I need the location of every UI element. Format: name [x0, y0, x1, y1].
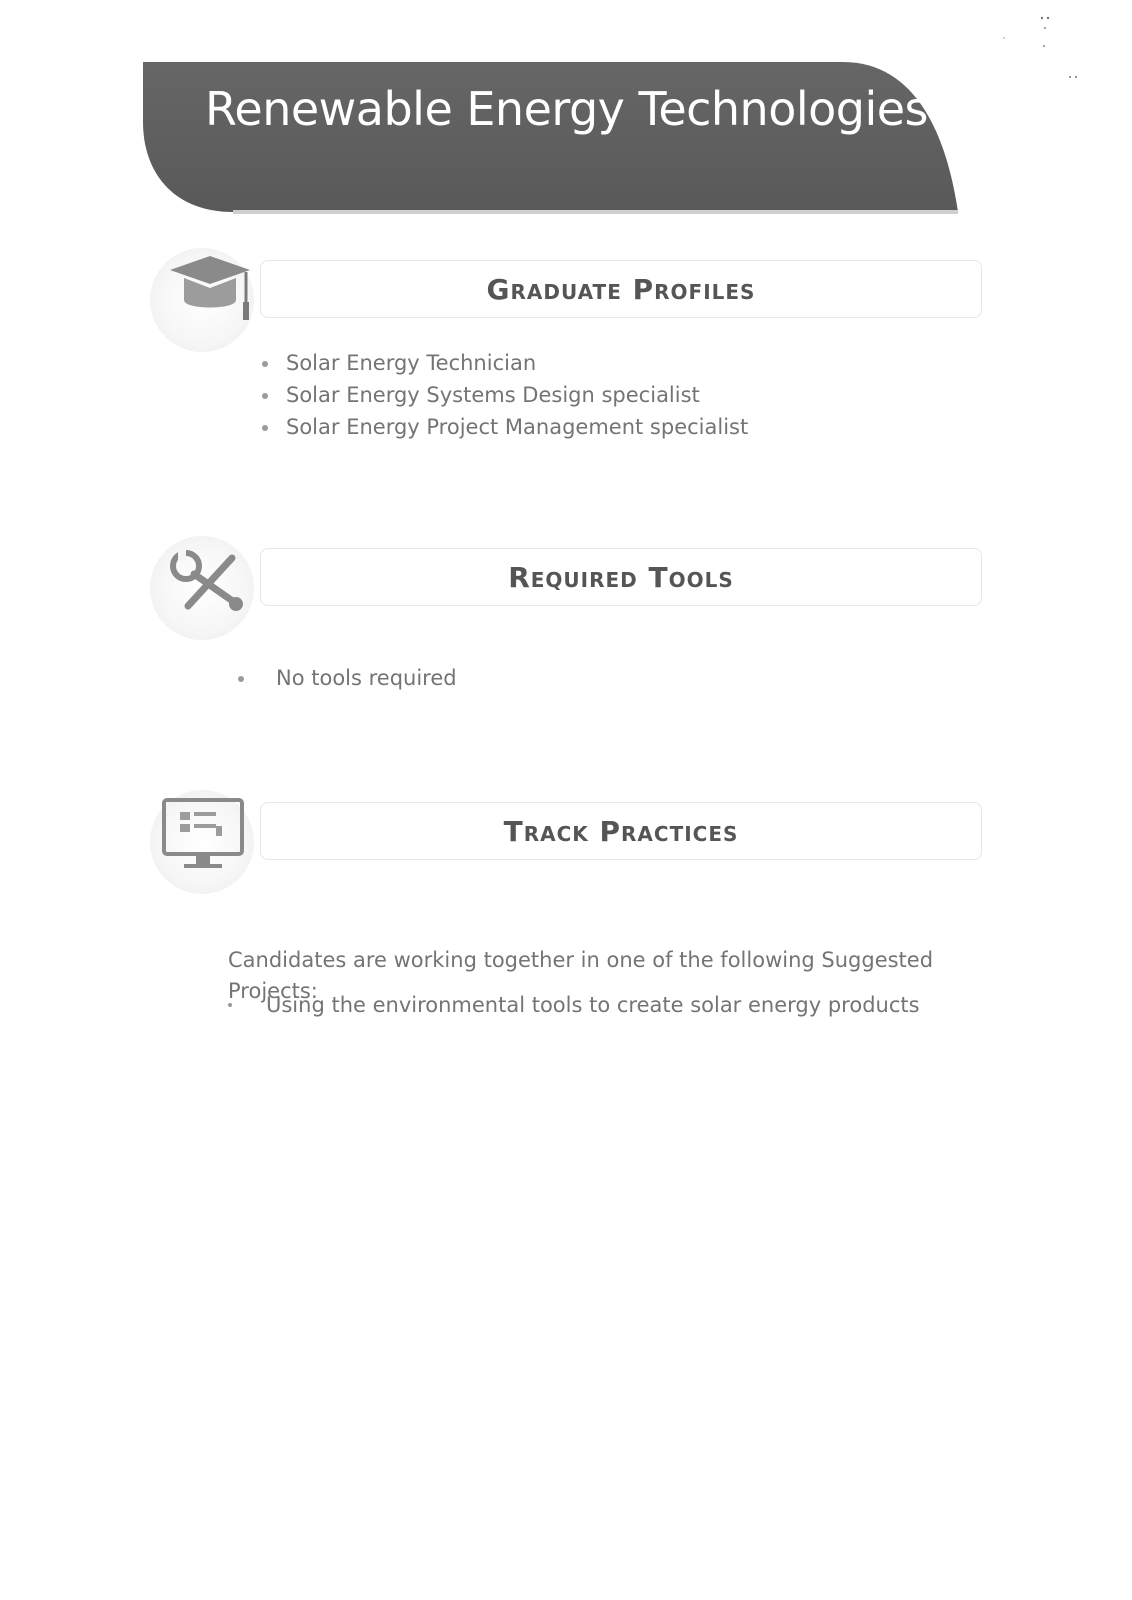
graduate-profiles-list [286, 347, 748, 443]
monitor-icon [150, 790, 254, 894]
list-item: Using the environmental tools to create solar energy products [266, 989, 920, 1021]
page-title: Renewable Energy Technologies [205, 82, 929, 136]
track-practices-list [266, 989, 920, 1021]
title-banner [143, 62, 978, 220]
graduate-profiles-heading: Graduate Profiles [260, 260, 982, 318]
required-tools-list [276, 662, 457, 694]
list-item: No tools required [276, 662, 457, 694]
track-practices-header [145, 790, 985, 900]
track-practices-heading: Track Practices [260, 802, 982, 860]
scan-specks [1000, 10, 1100, 90]
tools-icon [150, 536, 254, 640]
track-practices-icon-badge [150, 790, 254, 894]
list-item: Solar Energy Project Management specialist [286, 411, 748, 443]
required-tools-header [145, 536, 985, 646]
required-tools-icon-badge [150, 536, 254, 640]
list-item: Solar Energy Technician [286, 347, 748, 379]
graduation-cap-icon [150, 248, 254, 352]
track-practices-intro: Candidates are working together in one of the following Suggested Projects: [228, 948, 934, 1003]
required-tools-heading: Required Tools [260, 548, 982, 606]
graduate-profiles-header [145, 248, 985, 358]
graduate-profiles-icon-badge [150, 248, 254, 352]
list-item: Solar Energy Systems Design specialist [286, 379, 748, 411]
